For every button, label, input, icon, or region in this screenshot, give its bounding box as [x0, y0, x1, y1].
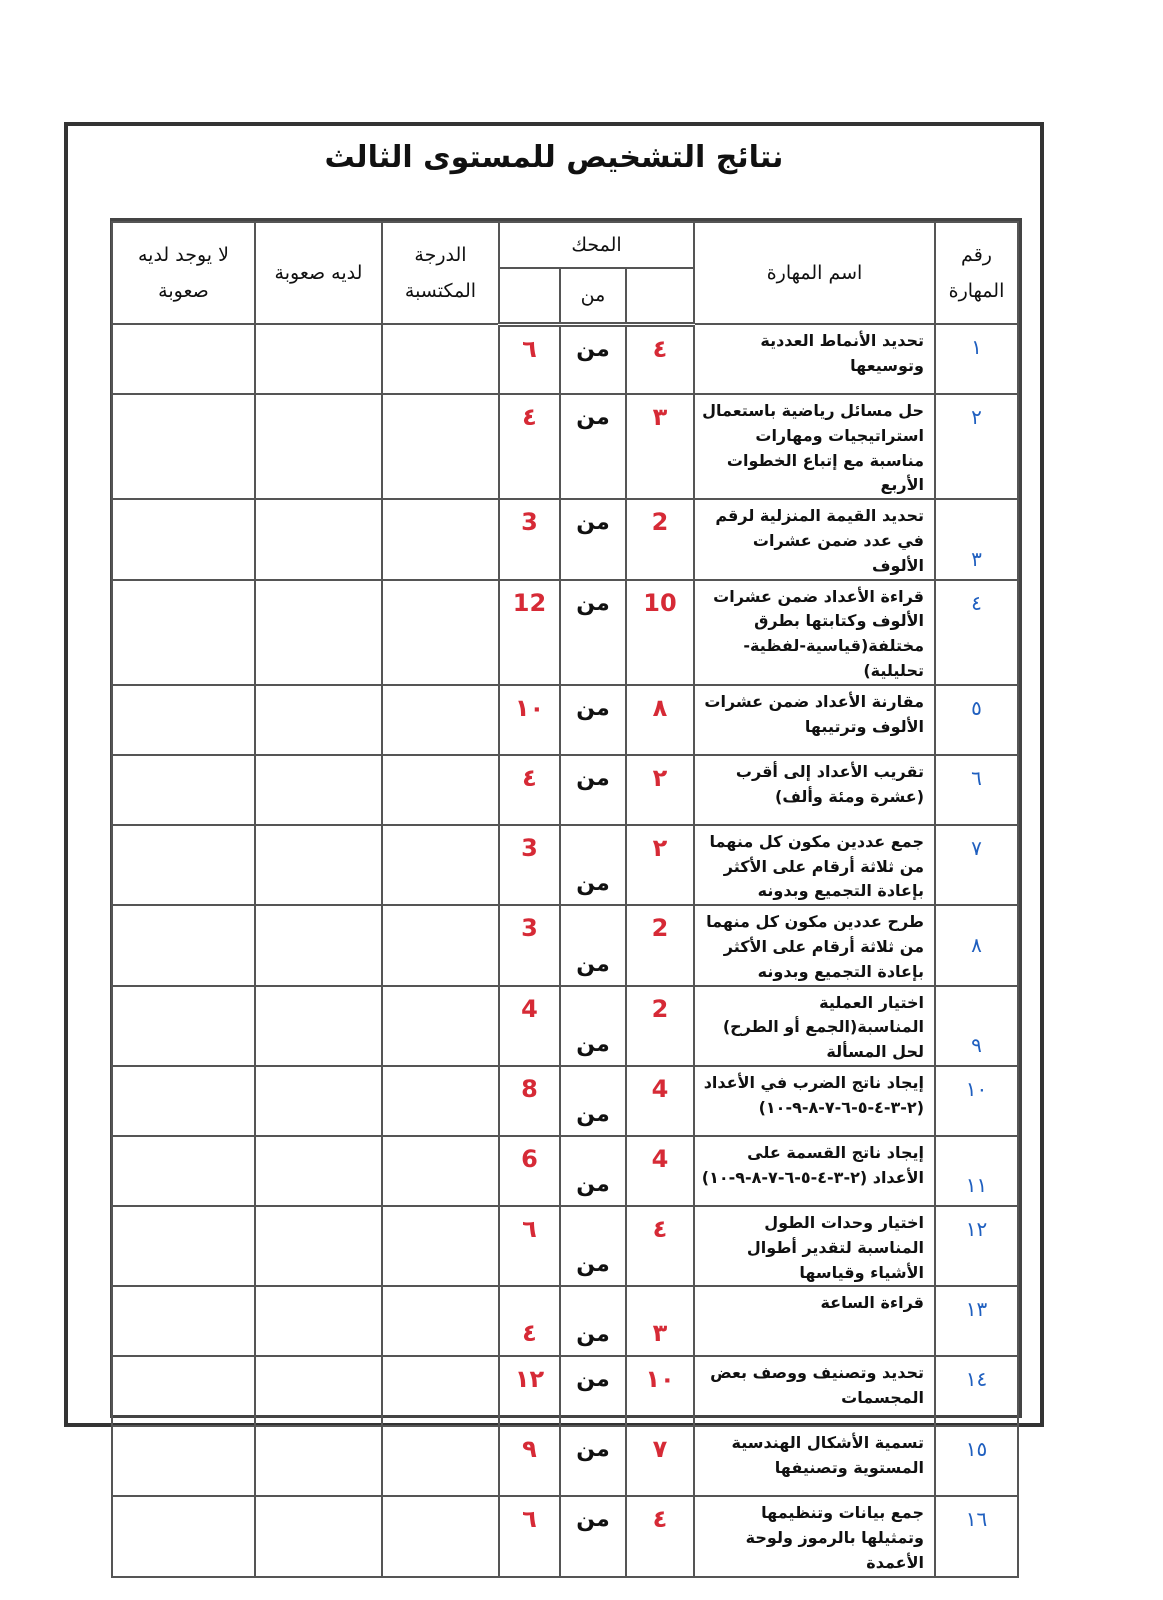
from-label-cell: من	[560, 905, 626, 985]
skill-name-cell: تسمية الأشكال الهندسية المستوية وتصنيفها	[694, 1426, 935, 1496]
skill-number-cell: ١١	[935, 1136, 1018, 1206]
table-row	[112, 1136, 1018, 1206]
has-difficulty-cell	[255, 499, 382, 579]
no-difficulty-cell	[112, 499, 255, 579]
skill-number-cell: ١٣	[935, 1286, 1018, 1356]
has-difficulty-cell	[255, 1356, 382, 1426]
achieved-value-cell: ٣	[626, 394, 694, 499]
total-value-cell: 3	[499, 905, 560, 985]
skill-number-cell: ٧	[935, 825, 1018, 905]
score-cell	[382, 755, 499, 825]
subheader-from: من	[560, 268, 626, 324]
achieved-value-cell: ٤	[626, 1206, 694, 1286]
achieved-value-cell: ٤	[626, 1496, 694, 1576]
no-difficulty-cell	[112, 825, 255, 905]
skill-number-cell: ٤	[935, 580, 1018, 685]
subheader-total	[499, 268, 560, 324]
from-label-cell: من	[560, 1426, 626, 1496]
has-difficulty-cell	[255, 324, 382, 394]
skill-number-cell: ١٦	[935, 1496, 1018, 1576]
achieved-value-cell: ٨	[626, 685, 694, 755]
skill-number-cell: ٩	[935, 986, 1018, 1066]
table-row	[112, 755, 1018, 825]
skill-name-cell: تقريب الأعداد إلى أقرب (عشرة ومئة وألف)	[694, 755, 935, 825]
score-cell	[382, 1496, 499, 1576]
skill-name-cell: إيجاد ناتج الضرب في الأعداد (٢-٣-٤-٥-٦-٧-٨-٩-١٠)	[694, 1066, 935, 1136]
score-cell	[382, 1286, 499, 1356]
table-body	[112, 324, 1018, 1577]
no-difficulty-cell	[112, 1206, 255, 1286]
has-difficulty-cell	[255, 905, 382, 985]
achieved-value-cell: 4	[626, 1136, 694, 1206]
score-cell	[382, 905, 499, 985]
skill-number-cell: ١٠	[935, 1066, 1018, 1136]
table-row	[112, 986, 1018, 1066]
subheader-achieved	[626, 268, 694, 324]
achieved-value-cell: ٢	[626, 825, 694, 905]
from-label-cell: من	[560, 324, 626, 394]
header-skill-name: اسم المهارة	[694, 222, 935, 324]
header-score: الدرجة المكتسبة	[382, 222, 499, 324]
no-difficulty-cell	[112, 394, 255, 499]
header-skill-number: رقم المهارة	[935, 222, 1018, 324]
achieved-value-cell: ١٠	[626, 1356, 694, 1426]
skill-name-cell: اختيار العملية المناسبة(الجمع أو الطرح) لحل المسألة	[694, 986, 935, 1066]
total-value-cell: 8	[499, 1066, 560, 1136]
results-table	[111, 221, 1019, 1578]
no-difficulty-cell	[112, 580, 255, 685]
has-difficulty-cell	[255, 685, 382, 755]
from-label-cell: من	[560, 1136, 626, 1206]
score-cell	[382, 1426, 499, 1496]
achieved-value-cell: 2	[626, 986, 694, 1066]
results-table-wrapper	[110, 218, 1022, 1572]
achieved-value-cell: 10	[626, 580, 694, 685]
total-value-cell: 4	[499, 986, 560, 1066]
table-row	[112, 1206, 1018, 1286]
skill-number-cell: ٥	[935, 685, 1018, 755]
table-row	[112, 580, 1018, 685]
score-cell	[382, 1066, 499, 1136]
score-cell	[382, 580, 499, 685]
from-label-cell: من	[560, 685, 626, 755]
has-difficulty-cell	[255, 1206, 382, 1286]
no-difficulty-cell	[112, 986, 255, 1066]
total-value-cell: ١٠	[499, 685, 560, 755]
no-difficulty-cell	[112, 1426, 255, 1496]
total-value-cell: 6	[499, 1136, 560, 1206]
has-difficulty-cell	[255, 580, 382, 685]
from-label-cell: من	[560, 1496, 626, 1576]
no-difficulty-cell	[112, 1286, 255, 1356]
achieved-value-cell: 4	[626, 1066, 694, 1136]
skill-number-cell: ١٤	[935, 1356, 1018, 1426]
table-row	[112, 1496, 1018, 1576]
has-difficulty-cell	[255, 1136, 382, 1206]
skill-number-cell: ١٥	[935, 1426, 1018, 1496]
skill-name-cell: قراءة الأعداد ضمن عشرات الألوف وكتابتها بطرق مختلفة(قياسية-لفظية-تحليلية)	[694, 580, 935, 685]
skill-name-cell: تحديد الأنماط العددية وتوسيعها	[694, 324, 935, 394]
has-difficulty-cell	[255, 986, 382, 1066]
from-label-cell: من	[560, 580, 626, 685]
from-label-cell: من	[560, 825, 626, 905]
achieved-value-cell: ٣	[626, 1286, 694, 1356]
has-difficulty-cell	[255, 825, 382, 905]
score-cell	[382, 986, 499, 1066]
table-row	[112, 825, 1018, 905]
total-value-cell: ٤	[499, 755, 560, 825]
no-difficulty-cell	[112, 324, 255, 394]
from-label-cell: من	[560, 499, 626, 579]
page-title: نتائج التشخيص للمستوى الثالث	[324, 140, 784, 175]
total-value-cell: ٤	[499, 394, 560, 499]
skill-name-cell: حل مسائل رياضية باستعمال استراتيجيات ومهارات مناسبة مع إتباع الخطوات الأربع	[694, 394, 935, 499]
skill-name-cell: جمع عددين مكون كل منهما من ثلاثة أرقام على الأكثر بإعادة التجميع وبدونه	[694, 825, 935, 905]
table-row	[112, 1356, 1018, 1426]
no-difficulty-cell	[112, 755, 255, 825]
skill-number-cell: ٨	[935, 905, 1018, 985]
score-cell	[382, 499, 499, 579]
no-difficulty-cell	[112, 1356, 255, 1426]
from-label-cell: من	[560, 1286, 626, 1356]
no-difficulty-cell	[112, 1066, 255, 1136]
score-cell	[382, 685, 499, 755]
table-row	[112, 394, 1018, 499]
total-value-cell: ٩	[499, 1426, 560, 1496]
from-label-cell: من	[560, 1206, 626, 1286]
no-difficulty-cell	[112, 905, 255, 985]
total-value-cell: 12	[499, 580, 560, 685]
total-value-cell: ٤	[499, 1286, 560, 1356]
has-difficulty-cell	[255, 1496, 382, 1576]
skill-name-cell: تحديد القيمة المنزلية لرقم في عدد ضمن عشرات الألوف	[694, 499, 935, 579]
table-row	[112, 1286, 1018, 1356]
skill-name-cell: تحديد وتصنيف ووصف بعض المجسمات	[694, 1356, 935, 1426]
score-cell	[382, 324, 499, 394]
score-cell	[382, 1206, 499, 1286]
table-row	[112, 499, 1018, 579]
score-cell	[382, 394, 499, 499]
header-criterion: المحك	[499, 222, 694, 268]
score-cell	[382, 825, 499, 905]
from-label-cell: من	[560, 1066, 626, 1136]
has-difficulty-cell	[255, 755, 382, 825]
has-difficulty-cell	[255, 394, 382, 499]
total-value-cell: ١٢	[499, 1356, 560, 1426]
table-row	[112, 685, 1018, 755]
no-difficulty-cell	[112, 1136, 255, 1206]
total-value-cell: 3	[499, 499, 560, 579]
from-label-cell: من	[560, 1356, 626, 1426]
from-label-cell: من	[560, 986, 626, 1066]
achieved-value-cell: ٧	[626, 1426, 694, 1496]
table-row	[112, 905, 1018, 985]
skill-number-cell: ٦	[935, 755, 1018, 825]
skill-name-cell: قراءة الساعة	[694, 1286, 935, 1356]
has-difficulty-cell	[255, 1426, 382, 1496]
has-difficulty-cell	[255, 1286, 382, 1356]
total-value-cell: ٦	[499, 1496, 560, 1576]
achieved-value-cell: ٢	[626, 755, 694, 825]
total-value-cell: ٦	[499, 324, 560, 394]
total-value-cell: 3	[499, 825, 560, 905]
page-frame	[64, 122, 1044, 1572]
no-difficulty-cell	[112, 1496, 255, 1576]
skill-name-cell: إيجاد ناتج القسمة على الأعداد (٢-٣-٤-٥-٦-٧-٨-٩-١٠)	[694, 1136, 935, 1206]
table-row	[112, 1426, 1018, 1496]
skill-name-cell: طرح عددين مكون كل منهما من ثلاثة أرقام على الأكثر بإعادة التجميع وبدونه	[694, 905, 935, 985]
from-label-cell: من	[560, 394, 626, 499]
skill-name-cell: اختيار وحدات الطول المناسبة لتقدير أطوال الأشياء وقياسها	[694, 1206, 935, 1286]
no-difficulty-cell	[112, 685, 255, 755]
skill-name-cell: مقارنة الأعداد ضمن عشرات الألوف وترتيبها	[694, 685, 935, 755]
achieved-value-cell: 2	[626, 499, 694, 579]
skill-name-cell: جمع بيانات وتنظيمها وتمثيلها بالرموز ولوحة الأعمدة	[694, 1496, 935, 1576]
table-row	[112, 324, 1018, 394]
skill-number-cell: ١٢	[935, 1206, 1018, 1286]
skill-number-cell: ١	[935, 324, 1018, 394]
header-has-difficulty: لديه صعوبة	[255, 222, 382, 324]
score-cell	[382, 1356, 499, 1426]
has-difficulty-cell	[255, 1066, 382, 1136]
total-value-cell: ٦	[499, 1206, 560, 1286]
achieved-value-cell: 2	[626, 905, 694, 985]
skill-number-cell: ٢	[935, 394, 1018, 499]
skill-number-cell: ٣	[935, 499, 1018, 579]
table-row	[112, 1066, 1018, 1136]
from-label-cell: من	[560, 755, 626, 825]
score-cell	[382, 1136, 499, 1206]
achieved-value-cell: ٤	[626, 324, 694, 394]
header-no-difficulty: لا يوجد لديه صعوبة	[112, 222, 255, 324]
header-row	[112, 222, 1018, 268]
